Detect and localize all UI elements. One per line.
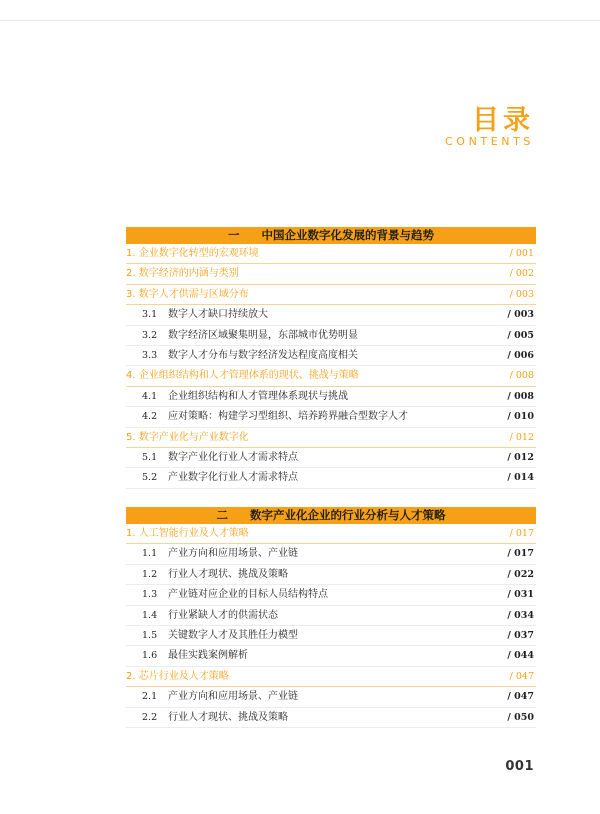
toc-entry-number: 1.5 (142, 629, 158, 641)
top-divider (0, 20, 600, 21)
toc-chapter-entry[interactable] (126, 366, 536, 386)
toc-chapter-entry[interactable] (126, 667, 536, 687)
toc-section-1 (126, 227, 536, 489)
toc-entry-page: / 008 (507, 390, 534, 402)
toc-entry-text: 产业数字化行业人才需求特点 (168, 472, 298, 484)
toc-entry-number: 1.4 (142, 609, 158, 621)
toc-entry-label: 1. 人工智能行业及人才策略 (126, 528, 249, 539)
toc-entry-label: 1. 企业数字化转型的宏观环境 (126, 248, 259, 259)
toc-entry-page: / 008 (509, 370, 534, 382)
section-title: 数字产业化企业的行业分析与人才策略 (250, 508, 446, 522)
toc-entry-number: 1.3 (142, 589, 158, 601)
toc-subentry[interactable] (126, 305, 536, 325)
toc-entry-number: 3.1 (142, 309, 158, 321)
toc-entry-text: 关键数字人才及其胜任力模型 (168, 629, 298, 641)
toc-entry-label (142, 626, 298, 645)
toc-subentry[interactable] (126, 407, 536, 427)
toc-entry-page: / 047 (509, 670, 534, 682)
toc-entry-page: / 002 (509, 268, 534, 280)
toc-entry-text: 最佳实践案例解析 (168, 650, 248, 662)
toc-subentry[interactable] (126, 565, 536, 585)
toc-entry-page: / 014 (507, 472, 534, 484)
page-number: 001 (505, 759, 534, 774)
section-title: 中国企业数字化发展的背景与趋势 (261, 228, 434, 242)
toc-entry-number: 4.1 (142, 390, 158, 402)
toc-subentry[interactable] (126, 448, 536, 468)
toc-entry-page: / 003 (509, 288, 534, 300)
toc-entry-page: / 022 (507, 568, 534, 580)
toc-entry-page: / 047 (507, 691, 534, 703)
toc-subentry[interactable] (126, 544, 536, 564)
toc-chapter-entry[interactable] (126, 264, 536, 284)
toc-entry-label (142, 708, 288, 727)
toc-entry-text: 行业紧缺人才的供需状态 (168, 609, 278, 621)
toc-section-2 (126, 507, 536, 728)
toc-entry-page: / 010 (507, 411, 534, 423)
toc-entry-text: 数字经济区域聚集明显，东部城市优势明显 (168, 329, 358, 341)
toc-entry-label (142, 606, 278, 625)
toc-subentry[interactable] (126, 585, 536, 605)
section-header (126, 507, 536, 524)
toc-entry-number: 3.2 (142, 329, 158, 341)
page-title: 目录 (472, 105, 534, 136)
toc-subentry[interactable] (126, 346, 536, 366)
toc-entry-page: / 001 (509, 248, 534, 259)
toc-entry-text: 行业人才现状、挑战及策略 (168, 711, 288, 723)
toc-entry-page: / 017 (509, 528, 534, 539)
toc-entry-text: 应对策略：构建学习型组织、培养跨界融合型数字人才 (168, 411, 408, 423)
toc-subentry[interactable] (126, 708, 536, 728)
toc-entry-label (142, 407, 408, 426)
toc-entry-number: 5.1 (142, 451, 158, 463)
toc-entry-page: / 012 (509, 431, 534, 443)
toc-subentry[interactable] (126, 326, 536, 346)
toc-subentry[interactable] (126, 646, 536, 666)
toc-entry-label (142, 305, 268, 324)
toc-entry-text: 产业方向和应用场景、产业链 (168, 548, 298, 560)
toc-entry-page: / 037 (507, 629, 534, 641)
toc-subentry[interactable] (126, 606, 536, 626)
toc-entry-text: 产业方向和应用场景、产业链 (168, 691, 298, 703)
toc-entry-label (142, 346, 358, 365)
toc-entry-label: 2. 芯片行业及人才策略 (126, 670, 229, 682)
toc-chapter-entry[interactable] (126, 524, 536, 544)
toc-entry-label (142, 468, 298, 487)
toc-entry-label (142, 585, 328, 604)
toc-entry-text: 行业人才现状、挑战及策略 (168, 568, 288, 580)
page-subtitle: CONTENTS (445, 135, 534, 148)
toc-entry-text: 企业组织结构和人才管理体系现状与挑战 (168, 390, 348, 402)
toc-entry-number: 2.1 (142, 691, 158, 703)
toc-entry-label (142, 565, 288, 584)
toc-entry-text: 产业链对应企业的目标人员结构特点 (168, 589, 328, 601)
section-header (126, 227, 536, 244)
section-number: 二 (216, 508, 228, 522)
toc-entry-label (142, 326, 358, 345)
toc-entry-page: / 031 (507, 589, 534, 601)
toc-chapter-entry[interactable] (126, 428, 536, 448)
toc-chapter-entry[interactable] (126, 285, 536, 305)
toc-entry-label: 4. 企业组织结构和人才管理体系的现状、挑战与策略 (126, 370, 359, 382)
toc-entry-number: 2.2 (142, 711, 158, 723)
toc-entry-page: / 012 (507, 451, 534, 463)
toc-subentry[interactable] (126, 687, 536, 707)
toc-entry-page: / 006 (507, 349, 534, 361)
toc-entry-number: 4.2 (142, 411, 158, 423)
toc-entry-number: 3.3 (142, 349, 158, 361)
toc-entry-number: 1.1 (142, 548, 158, 560)
toc-subentry[interactable] (126, 626, 536, 646)
toc-entry-page: / 005 (507, 329, 534, 341)
toc-entry-label (142, 387, 348, 406)
toc-chapter-entry[interactable] (126, 244, 536, 264)
toc-entry-label (142, 448, 298, 467)
toc-entry-page: / 017 (507, 548, 534, 560)
toc-entry-page: / 044 (507, 650, 534, 662)
toc-entry-number: 1.6 (142, 650, 158, 662)
toc-entry-number: 5.2 (142, 472, 158, 484)
toc-subentry[interactable] (126, 387, 536, 407)
toc-entry-number: 1.2 (142, 568, 158, 580)
toc-entry-label (142, 687, 298, 706)
toc-subentry[interactable] (126, 468, 536, 488)
toc-entry-label: 5. 数字产业化与产业数字化 (126, 431, 249, 443)
toc-entry-label: 2. 数字经济的内涵与类别 (126, 268, 239, 280)
toc-entry-label (142, 646, 248, 665)
toc-entry-text: 数字人才缺口持续放大 (168, 309, 268, 321)
toc-entry-page: / 003 (507, 309, 534, 321)
toc-entry-text: 数字产业化行业人才需求特点 (168, 451, 298, 463)
toc-entry-page: / 050 (507, 711, 534, 723)
toc-entry-label: 3. 数字人才供需与区域分布 (126, 288, 249, 300)
toc-entry-label (142, 544, 298, 563)
toc-entry-page: / 034 (507, 609, 534, 621)
section-number: 一 (228, 228, 240, 242)
toc-entry-text: 数字人才分布与数字经济发达程度高度相关 (168, 349, 358, 361)
